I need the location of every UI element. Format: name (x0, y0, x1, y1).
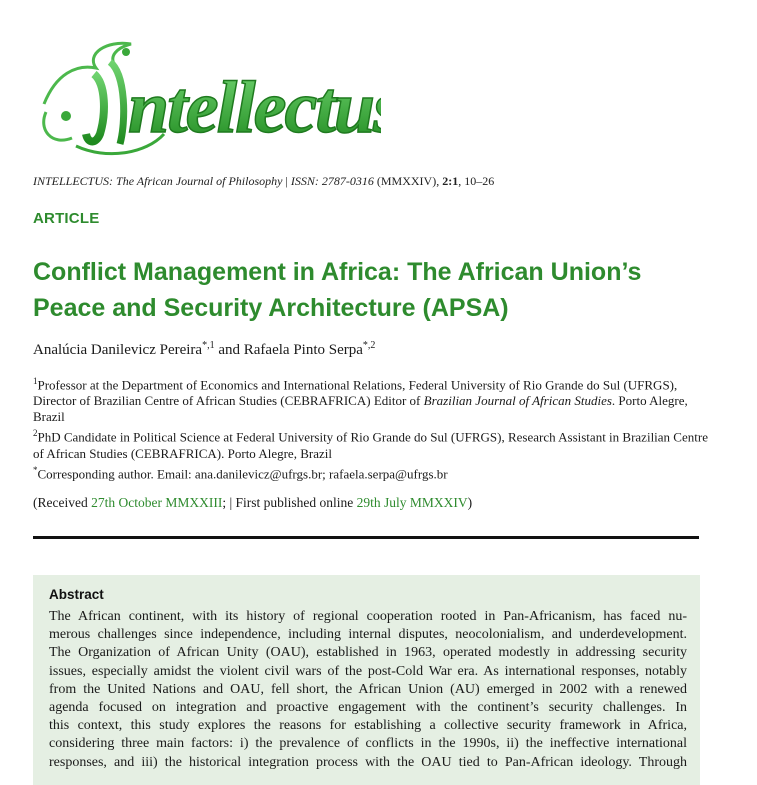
section-label: ARTICLE (33, 210, 100, 227)
author-1-marks: *,1 (202, 340, 215, 351)
paper-title (33, 254, 723, 326)
author-conjunction: and (214, 342, 244, 358)
abstract-heading: Abstract (49, 587, 104, 602)
author-1: Analúcia Danilevicz Pereira (33, 342, 203, 358)
affiliation-2 (33, 425, 708, 461)
received-date: 27th October MMXXIII (91, 495, 223, 510)
journal-citation-line (33, 174, 494, 189)
svg-text:ntellectus: ntellectus (128, 67, 381, 149)
logo-graphic (36, 34, 381, 162)
title-line-2: Peace and Security Architecture (APSA) (33, 294, 509, 322)
abstract-line: from the United Nations and OAU, fell short, the African Union (AU) emerged in 2002 with a renewed (49, 681, 687, 697)
abstract-box (33, 575, 700, 785)
abstract-line: agenda focused on integration and proactive engagement with the continent’s security challenges. In (49, 699, 687, 715)
affiliation-2-mark: 2 (33, 428, 38, 439)
title-line-1: Conflict Management in Africa: The African Union’s (33, 258, 642, 286)
published-prefix: ; | First published online (222, 495, 357, 510)
affiliation-1-text: Professor at the Department of Economics and International Relations, Federal University of Rio Grande do Sul (UFRGS), Director of Brazilian Centre of African Studies (CEBRAFRICA) Editor of (33, 377, 678, 409)
affiliations (33, 373, 708, 482)
author-list (33, 340, 375, 359)
publication-dates (33, 495, 472, 511)
journal-logo (36, 34, 381, 162)
pages: , 10–26 (458, 174, 495, 188)
affiliation-1-location: . Porto Alegre, Brazil (33, 393, 688, 425)
corresponding-author (33, 462, 708, 482)
year: (MMXXIV), (373, 174, 443, 188)
affiliation-1 (33, 373, 708, 425)
abstract-line: this context, this study explores the reasons for establishing a collective security framework in Africa, (49, 718, 687, 734)
volume: 2:1 (442, 174, 459, 188)
section-divider (33, 536, 699, 539)
separator: | (282, 174, 291, 188)
abstract-line: The African continent, with its history of regional cooperation rooted in Pan-Africanism, has faced nu- (49, 609, 687, 624)
journal-name: INTELLECTUS: The African Journal of Philosophy (33, 174, 283, 188)
issn: ISSN: 2787-0316 (290, 174, 374, 188)
affiliation-2-text: PhD Candidate in Political Science at Federal University of Rio Grande do Sul (UFRGS), Research Assistant in Brazilian Centre of African Studies (CEBRAFRICA). Porto Alegre, Brazil (33, 429, 708, 461)
author-2-marks: *,2 (362, 340, 376, 351)
received-prefix: (Received (33, 495, 92, 510)
abstract-line: issues, especially amidst the violent civil wars of the post-Cold War era. As international responses, notably (49, 663, 687, 679)
dates-close: ) (467, 495, 473, 510)
abstract-line: considering three main factors: i) the prevalence of conflicts in the 1990s, ii) the ineffective international (49, 736, 687, 752)
abstract-line: The Organization of African Unity (OAU), established in 1963, operated modestly in addressing security (49, 645, 687, 661)
abstract-line: merous challenges since independence, including internal disputes, neocolonialism, and underdevelopment. (49, 627, 687, 643)
abstract-body (49, 608, 687, 772)
corresponding-text: Corresponding author. Email: ana.danilevicz@ufrgs.br; rafaela.serpa@ufrgs.br (37, 465, 448, 481)
abstract-line: responses, and iii) the historical integration process with the OAU tied to Pan-African ideology. Through (49, 754, 687, 770)
affiliation-1-journal: Brazilian Journal of African Studies (423, 393, 612, 409)
author-2: Rafaela Pinto Serpa (243, 342, 363, 358)
affiliation-1-mark: 1 (33, 376, 38, 386)
corresponding-mark: * (33, 464, 38, 475)
published-date: 29th July MMXXIV (356, 495, 468, 510)
